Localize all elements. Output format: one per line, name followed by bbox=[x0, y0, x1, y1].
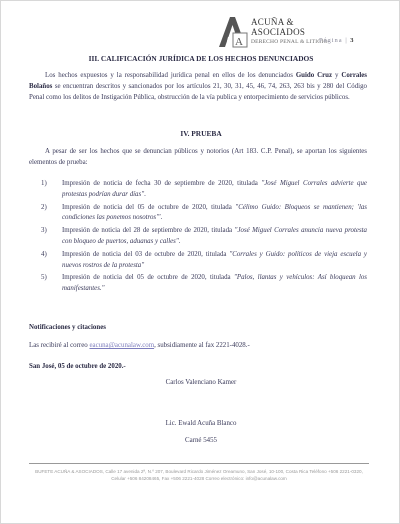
firm-name-line2: ASOCIADOS bbox=[251, 27, 306, 37]
svg-text:A: A bbox=[235, 36, 243, 48]
paragraph-prueba-intro: A pesar de ser los hechos que se denuncian públicos y notorios (Art 183. C.P. Penal), se aportan los siguientes elementos de prueba: bbox=[29, 148, 367, 166]
notifications-heading: Notificaciones y citaciones bbox=[29, 324, 106, 331]
signer-carne: Carné 5455 bbox=[185, 437, 217, 444]
signer-name-2: Lic. Ewald Acuña Blanco bbox=[165, 420, 237, 427]
text-hechos: Los hechos expuestos y la responsabilidad jurídica penal en ellos de los denunciados bbox=[45, 72, 293, 79]
denunciado-name-1: Guido Cruz bbox=[295, 72, 333, 79]
list-item-end: . bbox=[178, 237, 181, 245]
evidence-list bbox=[41, 179, 367, 297]
list-item-number: 1) bbox=[41, 180, 47, 187]
text-and: y bbox=[332, 72, 342, 79]
list-item bbox=[41, 179, 367, 201]
list-item-text: Impresión de noticia del 03 de octubre de 2020, titulada bbox=[62, 250, 230, 258]
signer-name-1: Carlos Valenciano Kamer bbox=[165, 379, 237, 386]
section-heading-prueba: IV. PRUEBA bbox=[180, 129, 222, 138]
page-number: 3 bbox=[350, 37, 354, 44]
firm-name bbox=[251, 17, 328, 47]
list-item-text: Impresión de noticia del 05 de octubre de 2020, titulada bbox=[62, 274, 234, 282]
list-item-text: Impresión de noticia del 05 de octubre de 2020, titulada bbox=[62, 203, 236, 211]
list-item-text: Impresión de noticia de fecha 30 de septiembre de 2020, titulada bbox=[62, 180, 262, 187]
denunciado-name-2: Corrales Bolaños bbox=[29, 72, 367, 90]
list-item bbox=[41, 273, 367, 295]
firm-logo-icon bbox=[215, 13, 249, 51]
page-label: Página | bbox=[319, 37, 348, 44]
list-item-number: 2) bbox=[41, 203, 47, 211]
text-delitos: se encuentran descritos y sancionados por los artículos 21, 30, 31, 45, 46, 74, 263, 263 bis y 280 del Código Penal como los delitos de Instigación Pública, obstrucción de la vía publica y entorpecimiento de servicios públicos. bbox=[29, 82, 367, 101]
notifications-fax: , subsidiamente al fax 2221-4028.- bbox=[154, 342, 250, 349]
footer-divider bbox=[29, 463, 369, 464]
letterhead bbox=[1, 7, 400, 51]
list-item-title: "Corrales y Guido: políticos de vieja escuela y nuevos rostros de la protesta" bbox=[62, 250, 367, 269]
list-item bbox=[41, 250, 367, 272]
list-item-number: 5) bbox=[41, 274, 47, 282]
notifications-paragraph bbox=[29, 341, 367, 352]
notifications-text: Las recibiré al correo bbox=[29, 342, 90, 349]
section-heading-calificacion: III. CALIFICACIÓN JURÍDICA DE LOS HECHOS DENUNCIADOS bbox=[88, 54, 314, 63]
firm-tagline: DERECHO PENAL & LITIGIO bbox=[251, 39, 328, 45]
list-item-title: "Palos, llantas y vehículos: Así bloquean los manifestantes." bbox=[62, 274, 367, 293]
footer-address: BUFETE ACUÑA & ASOCIADOS, Calle 17 avenida 2ª, N.º 207, Boulevard Ricardo Jiménez Oreamuno, San José, 10-100, Costa Rica Teléfono +506 2221-0320, Celular +506 84208465, Fax +506 2221-4028 Correo electrónico: info@acunalaw.com bbox=[35, 469, 363, 481]
place-date: San José, 05 de octubre de 2020.- bbox=[29, 363, 126, 370]
list-item-title: "José Miguel Corrales anuncia nueva protesta con bloqueo de puertos, aduanas y calles" bbox=[62, 227, 367, 245]
email-link[interactable]: eacuna@acunalaw.com bbox=[89, 342, 155, 349]
list-item-number: 3) bbox=[41, 227, 47, 235]
list-item-end: . bbox=[144, 190, 146, 198]
page-indicator bbox=[319, 37, 354, 44]
list-item-number: 4) bbox=[41, 250, 47, 258]
list-item-title: "Célimo Guido: Bloqueos se mantienen; 'las condiciones las ponemos nosotros'" bbox=[62, 203, 367, 222]
list-item bbox=[41, 203, 367, 225]
firm-name-line1: ACUÑA & bbox=[251, 17, 294, 27]
list-item bbox=[41, 226, 367, 248]
list-item-end: . bbox=[160, 214, 163, 222]
paragraph-calificacion bbox=[29, 71, 367, 103]
list-item-text: Impresión de noticia del 28 de septiembre de 2020, titulada bbox=[62, 227, 235, 235]
list-item-title: "José Miguel Corrales advierte que protestas podrían durar días" bbox=[62, 180, 367, 198]
